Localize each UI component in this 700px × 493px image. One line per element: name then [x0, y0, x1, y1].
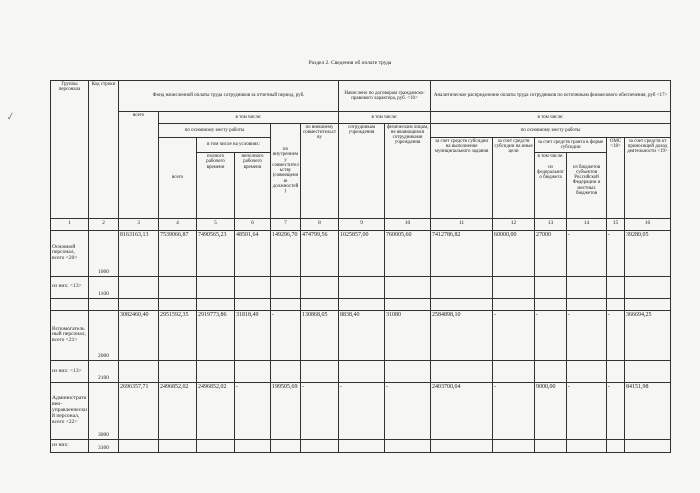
column-number: 16 — [625, 218, 671, 230]
cell-value — [625, 361, 671, 383]
header-code: Код строки — [89, 81, 119, 219]
cell-value: - — [567, 310, 607, 360]
header-oms: ОМС <18> — [607, 137, 625, 218]
cell-value: 31080 — [385, 310, 431, 360]
cell-value — [159, 439, 197, 452]
cell-value: - — [607, 230, 625, 276]
cell-value — [607, 439, 625, 452]
cell-value — [431, 276, 493, 298]
cell-value: 2951592,35 — [159, 310, 197, 360]
cell-value: - — [339, 382, 385, 439]
cell-value: 9000,00 — [535, 382, 567, 439]
cell-value — [119, 276, 159, 298]
cell-value — [119, 361, 159, 383]
cell-value — [271, 361, 301, 383]
header-subsidy-other: за счет средств субсидии на иные цели — [493, 137, 535, 218]
cell-value: 27000 — [535, 230, 567, 276]
cell-value — [625, 439, 671, 452]
cell-value — [235, 361, 271, 383]
cell-value: - — [493, 382, 535, 439]
cell-value: - — [385, 382, 431, 439]
cell-value — [301, 361, 339, 383]
cell-value — [431, 439, 493, 452]
cell-value: 7539066,87 — [159, 230, 197, 276]
row-code: 2100 — [89, 361, 119, 383]
cell-value — [607, 276, 625, 298]
cell-value: 149296,70 — [271, 230, 301, 276]
cell-value: 7490565,23 — [197, 230, 235, 276]
cell-value — [159, 276, 197, 298]
cell-value: 2919773,86 — [197, 310, 235, 360]
row-label: Административно-управленческий персонал, всего <22> — [51, 382, 89, 439]
column-number: 12 — [493, 218, 535, 230]
cell-value: 3082460,40 — [119, 310, 159, 360]
row-code: 1100 — [89, 276, 119, 298]
cell-value: 474799,56 — [301, 230, 339, 276]
cell-value — [271, 276, 301, 298]
column-number: 9 — [339, 218, 385, 230]
cell-value: 2403700,04 — [431, 382, 493, 439]
header-analytic: Аналитическое распределение оплаты труда сотрудников по источникам финансового обеспечения, руб <17> — [431, 81, 671, 112]
salary-table — [50, 80, 671, 453]
row-code: 1000 — [89, 230, 119, 276]
header-analytic-incl: в том числе: — [431, 111, 671, 123]
header-part-time: неполного рабочего времени — [235, 153, 271, 219]
column-number: 4 — [159, 218, 197, 230]
cell-value — [339, 361, 385, 383]
column-number: 8 — [301, 218, 339, 230]
cell-value — [493, 439, 535, 452]
column-number: 2 — [89, 218, 119, 230]
cell-value: 31818,49 — [235, 310, 271, 360]
cell-value: - — [271, 310, 301, 360]
column-number: 11 — [431, 218, 493, 230]
header-income: за счет средств от приносящей доход деятельности <19> — [625, 137, 671, 218]
handwritten-mark: ✓ — [4, 110, 17, 124]
header-main-job: по основному месту работы — [159, 123, 271, 137]
header-main-job-analytic: по основному месту работы — [431, 123, 671, 137]
row-label: из них: — [51, 439, 89, 452]
column-number: 7 — [271, 218, 301, 230]
row-code: 2000 — [89, 310, 119, 360]
column-number: 15 — [607, 218, 625, 230]
cell-value: 199505,69 — [271, 382, 301, 439]
table-row — [51, 310, 671, 360]
cell-value: - — [607, 382, 625, 439]
cell-value: 60000,00 — [493, 230, 535, 276]
table-row — [51, 276, 671, 298]
cell-value: - — [607, 310, 625, 360]
column-number-row — [51, 218, 671, 230]
cell-value — [535, 439, 567, 452]
cell-value: 8163163,13 — [119, 230, 159, 276]
cell-value — [197, 276, 235, 298]
cell-value: 84151,98 — [625, 382, 671, 439]
row-label: Вспомогательный персонал, всего <21> — [51, 310, 89, 360]
column-number: 6 — [235, 218, 271, 230]
header-regional-cell — [567, 153, 607, 219]
cell-value: - — [493, 310, 535, 360]
cell-value — [339, 439, 385, 452]
cell-value — [493, 276, 535, 298]
cell-value — [339, 276, 385, 298]
header-fund-incl: в том числе: — [159, 111, 339, 123]
header-grant: за счет средств гранта в форме субсидии — [535, 137, 607, 152]
cell-value — [493, 361, 535, 383]
cell-value: 8838,40 — [339, 310, 385, 360]
section-title: Раздел 2. Сведения об оплате труда — [308, 60, 392, 66]
cell-value: - — [301, 382, 339, 439]
header-main-incl: в том числе на условиях: — [197, 137, 271, 152]
cell-value: 2584898,10 — [431, 310, 493, 360]
header-full-time: полного рабочего времени — [197, 153, 235, 219]
cell-value: 760005,60 — [385, 230, 431, 276]
cell-value — [197, 361, 235, 383]
column-number: 10 — [385, 218, 431, 230]
cell-value: 1025857,00 — [339, 230, 385, 276]
header-regional: из бюджетов субъектов Российской Федерации и местных бюджетов — [572, 164, 601, 196]
header-fund: Фонд начисленной оплаты труда сотрудников за отчетный период, руб. — [119, 81, 339, 112]
cell-value — [567, 439, 607, 452]
cell-value — [235, 276, 271, 298]
cell-value — [159, 361, 197, 383]
cell-value — [385, 361, 431, 383]
row-code: 3000 — [89, 382, 119, 439]
row-code: 3100 — [89, 439, 119, 452]
header-group: Группы персонала — [51, 81, 89, 219]
column-number: 5 — [197, 218, 235, 230]
row-label: из них: <13> — [51, 276, 89, 298]
cell-value: 366694,25 — [625, 310, 671, 360]
header-grant-incl-cell — [535, 153, 567, 219]
header-grant-incl: в том числе: — [537, 154, 564, 160]
cell-value — [385, 276, 431, 298]
header-own-staff: сотрудникам учреждения — [339, 123, 385, 218]
header-external: по внешнему совместительству — [301, 123, 339, 218]
header-row-2 — [51, 111, 671, 123]
cell-value — [567, 276, 607, 298]
table-row — [51, 439, 671, 452]
column-number: 14 — [567, 218, 607, 230]
cell-value: - — [235, 382, 271, 439]
cell-value — [119, 439, 159, 452]
cell-value — [535, 361, 567, 383]
column-number: 3 — [119, 218, 159, 230]
cell-value — [385, 439, 431, 452]
header-phys-persons: физическим лицам, не являющимся сотрудниками учреждения — [385, 123, 431, 218]
header-main-total: всего — [159, 137, 197, 218]
cell-value: - — [535, 310, 567, 360]
table-row — [51, 361, 671, 383]
column-number: 13 — [535, 218, 567, 230]
cell-value: 39280,05 — [625, 230, 671, 276]
header-internal: по внутреннему совместительству (совмещению должностей) — [271, 123, 301, 218]
cell-value — [271, 439, 301, 452]
cell-value: 48501,64 — [235, 230, 271, 276]
table-row — [51, 382, 671, 439]
header-row-1 — [51, 81, 671, 112]
header-civil: Начислено по договорам гражданско-правового характера, руб. <16> — [339, 81, 431, 112]
cell-value — [625, 276, 671, 298]
cell-value: 130868,05 — [301, 310, 339, 360]
cell-value — [301, 439, 339, 452]
spacer-row — [51, 298, 671, 310]
row-label: из них: <13> — [51, 361, 89, 383]
cell-value: 7412786,82 — [431, 230, 493, 276]
header-federal: из федерального бюджета — [537, 164, 564, 181]
header-subsidy-task: за счет средств субсидии на выполнение муниципального задания — [431, 137, 493, 218]
cell-value — [431, 361, 493, 383]
cell-value — [197, 439, 235, 452]
cell-value: - — [567, 382, 607, 439]
cell-value — [235, 439, 271, 452]
cell-value: 2696357,71 — [119, 382, 159, 439]
cell-value: 2496852,02 — [197, 382, 235, 439]
cell-value: 2496852,02 — [159, 382, 197, 439]
column-number: 1 — [51, 218, 89, 230]
cell-value — [567, 361, 607, 383]
header-civil-incl: в том числе: — [339, 111, 431, 123]
cell-value — [535, 276, 567, 298]
cell-value — [301, 276, 339, 298]
table-row — [51, 230, 671, 276]
cell-value: - — [567, 230, 607, 276]
row-label: Основной персонал, всего <20> — [51, 230, 89, 276]
header-fund-total: всего — [119, 111, 159, 218]
cell-value — [607, 361, 625, 383]
